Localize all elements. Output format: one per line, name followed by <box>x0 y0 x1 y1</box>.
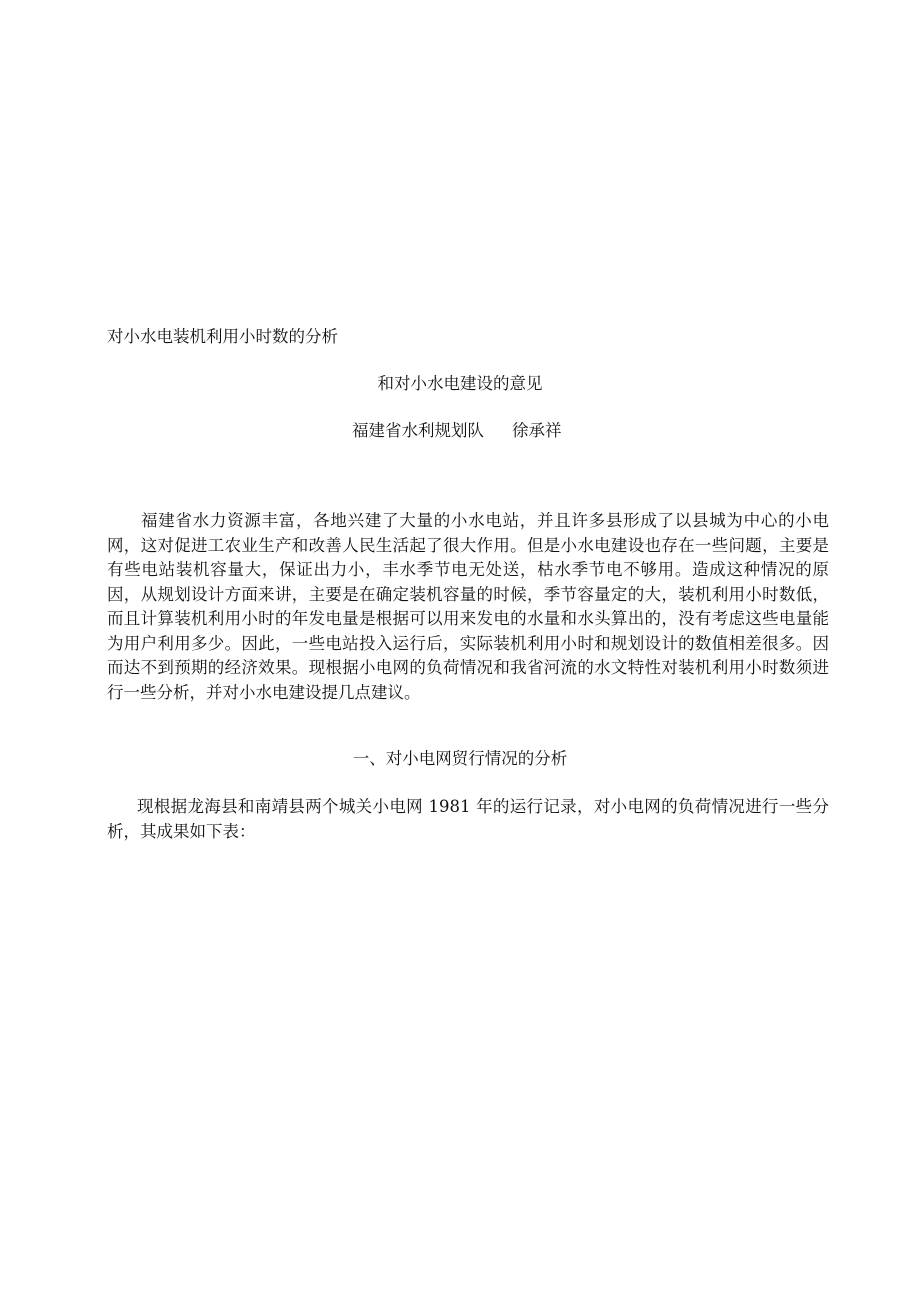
author-organization: 福建省水利规划队 <box>352 421 484 440</box>
intro-paragraph: 福建省水力资源丰富，各地兴建了大量的小水电站，并且许多县形成了以县城为中心的小电网，这对促进工农业生产和改善人民生活起了很大作用。但是小水电建设也存在一些问题，主要是有些电站装机容量大，保证出力小，丰水季节电无处送，枯水季节电不够用。造成这种情况的原因，从规划设计方面来讲，主要是在确定装机容量的时候，季节容量定的大，装机利用小时数低，而且计算装机利用小时的年发电量是根据可以用来发电的水量和水头算出的，没有考虑这些电量能为用户利用多少。因此，一些电站投入运行后，实际装机利用小时和规划设计的数值相差很多。因而达不到预期的经济效果。现根据小电网的负荷情况和我省河流的水文特性对装机利用小时数须进行一些分析，并对小水电建设提几点建议。 <box>107 511 829 702</box>
author-byline <box>352 419 562 443</box>
section-heading-1: 一、对小电网贸行情况的分析 <box>352 749 568 768</box>
section-1-paragraph: 现根据龙海县和南靖县两个城关小电网 1981 年的运行记录，对小电网的负荷情况进行一些分析，其成果如下表： <box>107 797 829 841</box>
author-name: 徐承祥 <box>512 421 562 440</box>
document-title-line-1: 对小水电装机利用小时数的分析 <box>107 327 338 346</box>
document-title-line-2: 和对小水电建设的意见 <box>377 374 543 393</box>
